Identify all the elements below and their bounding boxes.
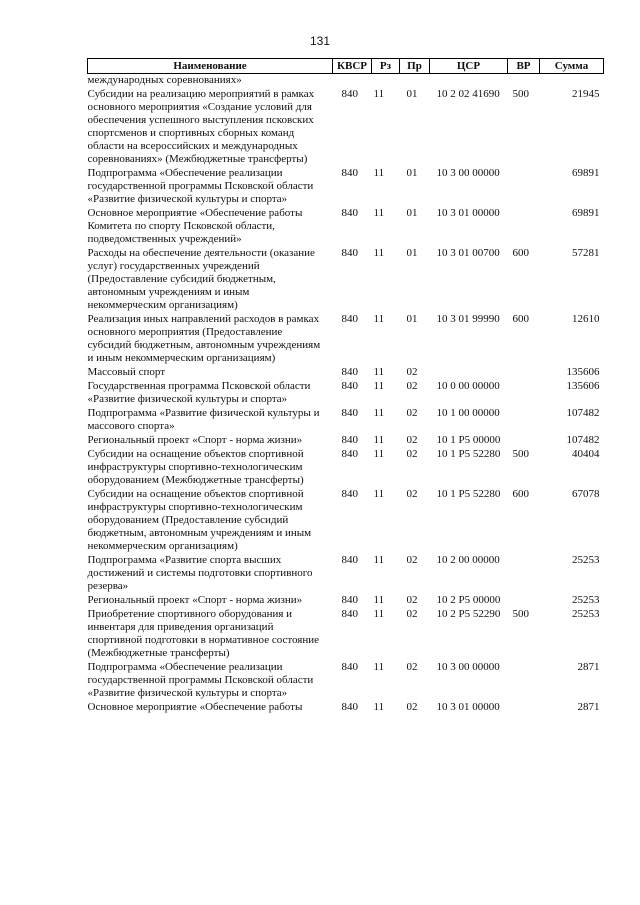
- table-row: [88, 488, 604, 554]
- cell-csr: 10 0 00 00000: [436, 380, 500, 392]
- cell-kvsr: 840: [341, 167, 358, 179]
- cell-pr: 01: [406, 313, 418, 325]
- cell-pr: 01: [406, 247, 418, 259]
- cell-kvsr: 840: [341, 434, 358, 446]
- cell-csr: 10 3 00 00000: [436, 167, 500, 179]
- cell-vr: [508, 407, 540, 434]
- cell-rz: 11: [373, 247, 385, 259]
- cell-pr: 01: [406, 207, 418, 219]
- cell-sum: 40404: [572, 448, 600, 460]
- cell-vr: [508, 701, 540, 715]
- table-row: [88, 701, 604, 715]
- cell-sum: 25253: [572, 594, 600, 606]
- cell-kvsr: 840: [341, 88, 358, 100]
- table-row: [88, 74, 604, 89]
- cell-csr: 10 3 00 00000: [436, 661, 500, 673]
- table-row: [88, 380, 604, 407]
- header-rz: Рз: [372, 59, 400, 74]
- cell-name: Приобретение спортивного оборудования и инвентаря для приведения организаций спортивной подготовки в нормативное состояние (Межбюджетные трансферты): [87, 608, 320, 659]
- table-row: [88, 167, 604, 207]
- cell-kvsr: 840: [341, 380, 358, 392]
- cell-kvsr: 840: [341, 488, 358, 500]
- cell-csr: 10 1 00 00000: [436, 407, 500, 419]
- cell-vr: [508, 661, 540, 701]
- table-row: [88, 608, 604, 661]
- cell-kvsr: 840: [341, 594, 358, 606]
- cell-rz: 11: [373, 366, 385, 378]
- cell-rz: 11: [373, 167, 385, 179]
- cell-sum: [540, 74, 604, 89]
- cell-kvsr: 840: [341, 407, 358, 419]
- cell-rz: 11: [373, 608, 385, 620]
- header-kvsr: КВСР: [333, 59, 372, 74]
- header-name: Наименование: [88, 59, 333, 74]
- cell-kvsr: 840: [341, 661, 358, 673]
- cell-name: Субсидии на оснащение объектов спортивной инфраструктуры спортивно-технологическим оборудованием (Межбюджетные трансферты): [87, 448, 304, 486]
- cell-csr: 10 3 01 00000: [436, 207, 500, 219]
- cell-rz: 11: [373, 701, 385, 713]
- cell-name: Подпрограмма «Обеспечение реализации государственной программы Псковской области «Развитие физической культуры и спорта»: [87, 167, 314, 205]
- cell-kvsr: 840: [341, 247, 358, 259]
- cell-sum: 57281: [572, 247, 600, 259]
- table-row: [88, 448, 604, 488]
- cell-rz: 11: [373, 88, 385, 100]
- cell-sum: 12610: [572, 313, 600, 325]
- cell-kvsr: 840: [341, 608, 358, 620]
- cell-vr: 600: [512, 247, 529, 259]
- cell-pr: 02: [406, 661, 418, 673]
- cell-sum: 21945: [572, 88, 600, 100]
- cell-name: Расходы на обеспечение деятельности (оказание услуг) государственных учреждений (Предоставление субсидий бюджетным, автономным учреждениям и иным некоммерческим организациям): [87, 247, 315, 311]
- cell-kvsr: 840: [341, 366, 358, 378]
- cell-vr: [508, 380, 540, 407]
- cell-sum: 107482: [566, 407, 600, 419]
- cell-csr: 10 1 P5 00000: [436, 434, 501, 446]
- cell-pr: 01: [406, 167, 418, 179]
- table-row: [88, 247, 604, 313]
- cell-name: Субсидии на оснащение объектов спортивной инфраструктуры спортивно-технологическим оборудованием (Предоставление субсидий бюджетным, автономным учреждениям и иным некоммерческим организациям): [87, 488, 312, 552]
- cell-sum: 25253: [572, 554, 600, 566]
- cell-rz: 11: [373, 407, 385, 419]
- table-row: [88, 407, 604, 434]
- cell-sum: 2871: [577, 661, 600, 673]
- cell-rz: 11: [373, 207, 385, 219]
- cell-kvsr: 840: [341, 207, 358, 219]
- table-row: [88, 661, 604, 701]
- cell-sum: 69891: [572, 207, 600, 219]
- cell-name: Региональный проект «Спорт - норма жизни»: [87, 434, 303, 446]
- cell-sum: 67078: [572, 488, 600, 500]
- cell-name: Основное мероприятие «Обеспечение работы: [87, 701, 303, 713]
- cell-vr: [508, 554, 540, 594]
- cell-kvsr: [333, 74, 372, 89]
- cell-rz: 11: [373, 488, 385, 500]
- cell-kvsr: 840: [341, 448, 358, 460]
- cell-csr: 10 3 01 99990: [436, 313, 500, 325]
- cell-rz: 11: [373, 594, 385, 606]
- cell-name: Основное мероприятие «Обеспечение работы Комитета по спорту Псковской области, подведомственных учреждений»: [87, 207, 303, 245]
- cell-pr: 02: [406, 380, 418, 392]
- cell-rz: 11: [373, 313, 385, 325]
- cell-vr: [508, 366, 540, 380]
- cell-csr: [430, 74, 508, 89]
- cell-rz: 11: [373, 661, 385, 673]
- header-csr: ЦСР: [430, 59, 508, 74]
- page-number: 131: [309, 34, 331, 48]
- table-row: [88, 88, 604, 167]
- cell-csr: 10 1 P5 52280: [436, 488, 501, 500]
- budget-table: [87, 58, 604, 715]
- cell-vr: [508, 74, 540, 89]
- cell-pr: 02: [406, 488, 418, 500]
- cell-rz: 11: [373, 448, 385, 460]
- cell-pr: 02: [406, 407, 418, 419]
- cell-sum: 107482: [566, 434, 600, 446]
- cell-pr: 02: [406, 366, 418, 378]
- header-pr: Пр: [400, 59, 430, 74]
- cell-name: Подпрограмма «Развитие спорта высших достижений и системы подготовки спортивного резерва»: [87, 554, 313, 592]
- cell-name: Подпрограмма «Обеспечение реализации государственной программы Псковской области «Развитие физической культуры и спорта»: [87, 661, 314, 699]
- table-row: [88, 313, 604, 366]
- header-sum: Сумма: [540, 59, 604, 74]
- cell-name: Реализация иных направлений расходов в рамках основного мероприятия (Предоставление субсидий бюджетным, автономным учреждениям и иным некоммерческим организациям): [87, 313, 321, 364]
- cell-name: Подпрограмма «Развитие физической культуры и массового спорта»: [87, 407, 320, 432]
- cell-pr: 02: [406, 554, 418, 566]
- cell-sum: 69891: [572, 167, 600, 179]
- cell-csr: 10 2 P5 00000: [436, 594, 501, 606]
- cell-vr: 600: [512, 313, 529, 325]
- cell-name: Региональный проект «Спорт - норма жизни»: [87, 594, 303, 606]
- cell-vr: [508, 434, 540, 448]
- cell-name: Государственная программа Псковской области «Развитие физической культуры и спорта»: [87, 380, 311, 405]
- cell-vr: 500: [512, 448, 529, 460]
- table-row: [88, 594, 604, 608]
- table-row: [88, 554, 604, 594]
- cell-vr: 500: [512, 608, 529, 620]
- cell-vr: [508, 167, 540, 207]
- cell-vr: [508, 594, 540, 608]
- cell-csr: 10 2 02 41690: [436, 88, 500, 100]
- table-header: [88, 59, 604, 74]
- cell-name: Субсидии на реализацию мероприятий в рамках основного мероприятия «Создание условий для обеспечения успешного выступления псковских спортсменов и спортивных сборных команд области на всероссийских и международных соревнованиях» (Межбюджетные трансферты): [87, 88, 315, 165]
- cell-csr: 10 2 00 00000: [436, 554, 500, 566]
- cell-sum: 135606: [566, 366, 600, 378]
- cell-rz: 11: [373, 434, 385, 446]
- cell-sum: 2871: [577, 701, 600, 713]
- cell-rz: 11: [373, 554, 385, 566]
- cell-csr: 10 1 P5 52280: [436, 448, 501, 460]
- cell-rz: 11: [373, 380, 385, 392]
- cell-pr: 01: [406, 88, 418, 100]
- cell-pr: 02: [406, 608, 418, 620]
- cell-pr: 02: [406, 448, 418, 460]
- cell-pr: 02: [406, 434, 418, 446]
- cell-pr: [400, 74, 430, 89]
- cell-kvsr: 840: [341, 313, 358, 325]
- cell-kvsr: 840: [341, 701, 358, 713]
- table-row: [88, 207, 604, 247]
- cell-kvsr: 840: [341, 554, 358, 566]
- cell-csr: 10 3 01 00000: [436, 701, 500, 713]
- cell-pr: 02: [406, 701, 418, 713]
- cell-pr: 02: [406, 594, 418, 606]
- header-vr: ВР: [508, 59, 540, 74]
- table-row: [88, 366, 604, 380]
- cell-sum: 25253: [572, 608, 600, 620]
- cell-name: Массовый спорт: [87, 366, 166, 378]
- cell-csr: [430, 366, 508, 380]
- table-body: [88, 74, 604, 716]
- cell-vr: 600: [512, 488, 529, 500]
- cell-csr: 10 3 01 00700: [436, 247, 500, 259]
- cell-vr: 500: [512, 88, 529, 100]
- cell-rz: [372, 74, 400, 89]
- cell-name: международных соревнованиях»: [87, 74, 242, 86]
- cell-csr: 10 2 P5 52290: [436, 608, 501, 620]
- cell-sum: 135606: [566, 380, 600, 392]
- table-row: [88, 434, 604, 448]
- cell-vr: [508, 207, 540, 247]
